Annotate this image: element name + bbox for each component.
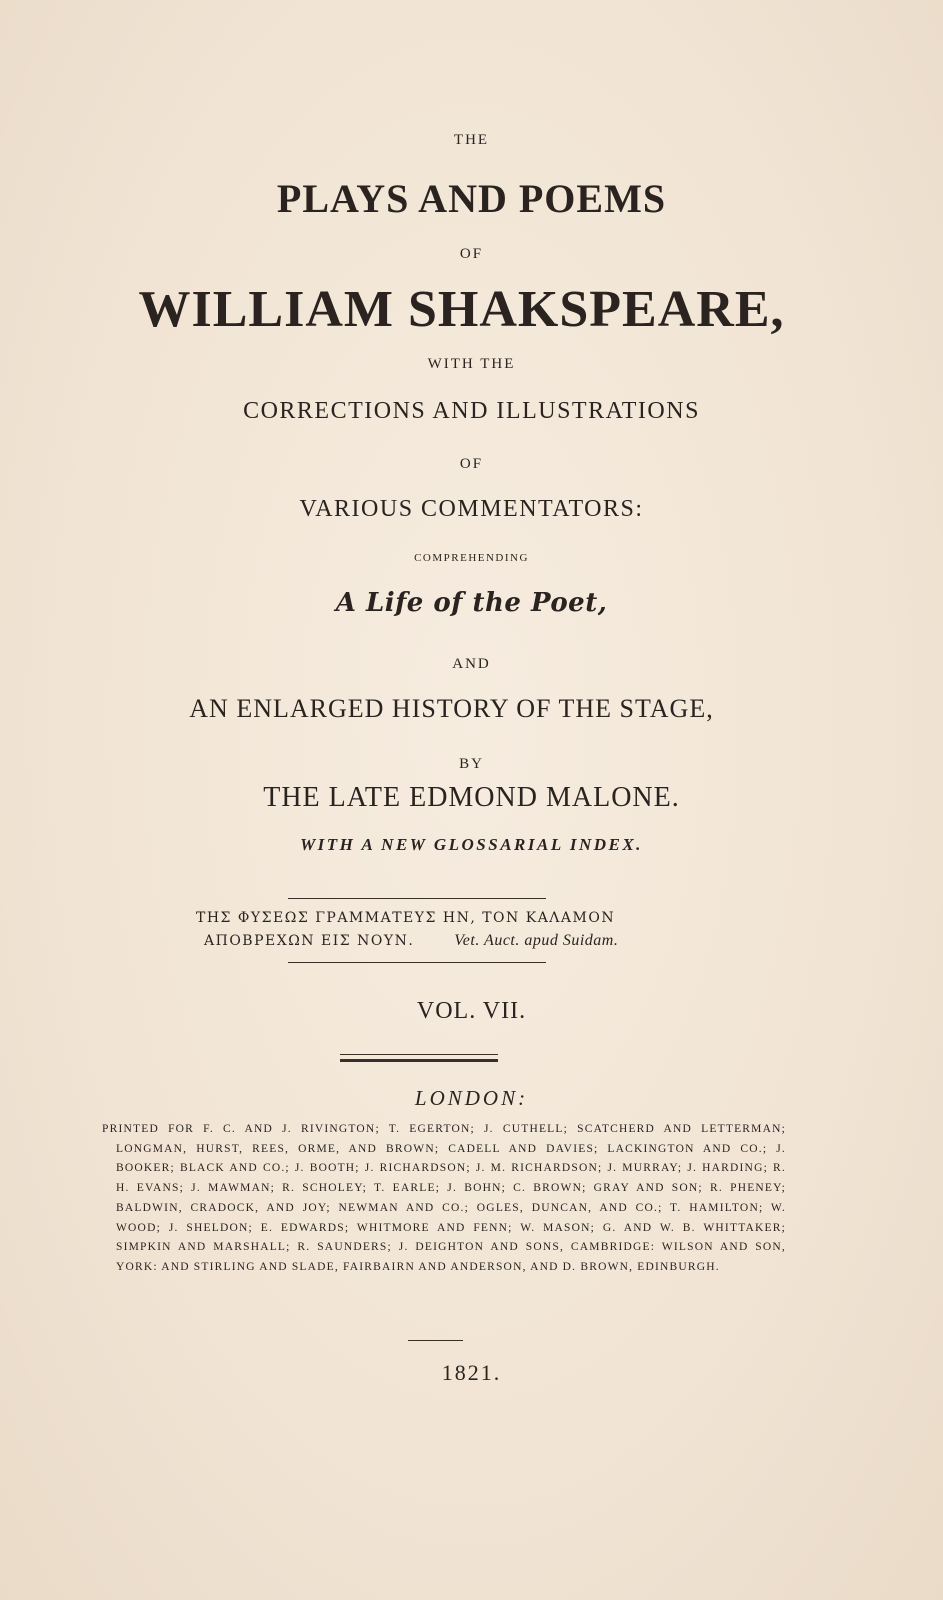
of-label-1: OF: [459, 246, 484, 262]
printers-list: PRINTED FOR F. C. AND J. RIVINGTON; T. EGERTON; J. CUTHELL; SCATCHERD AND LETTERMAN; LONGMAN, HURST, REES, ORME, AND BROWN; CADELL AND DAVIES; LACKINGTON AND CO.; J. BOOKER; BLACK AND CO.; J. BOOTH; J. RICHARDSON; J. M. RICHARDSON; J. MURRAY; J. HARDING; R. H. EVANS; J. MAWMAN; R. SCHOLEY; T. EARLE; J. BOHN; C. BROWN; GRAY AND SON; R. PHENEY; BALDWIN, CRADOCK, AND JOY; NEWMAN AND CO.; OGLES, DUNCAN, AND CO.; T. HAMILTON; W. WOOD; J. SHELDON; E. EDWARDS; WHITMORE AND FENN; W. MASON; G. AND W. B. WHITTAKER; SIMPKIN AND MARSHALL; R. SAUNDERS; J. DEIGHTON AND SONS, CAMBRIDGE: WILSON AND SON, YORK: AND STIRLING AND SLADE, FAIRBAIRN AND ANDERSON, AND D. BROWN, EDINBURGH.: [102, 1123, 786, 1273]
by-label: BY: [459, 756, 484, 772]
corrections-heading: CORRECTIONS AND ILLUSTRATIONS: [243, 398, 700, 424]
greek-epigraph-line-2: [204, 932, 618, 950]
epigraph-citation: Vet. Auct. apud Suidam.: [454, 932, 619, 949]
life-of-the-poet: A Life of the Poet,: [335, 588, 608, 618]
imprint-city: LONDON:: [414, 1086, 529, 1110]
double-rule: [340, 1054, 498, 1062]
greek-epigraph-text: ΑΠΟΒΡΕΧΩΝ ΕΙΣ ΝΟΥΝ.: [204, 933, 415, 949]
top-divider: [288, 898, 546, 899]
greek-epigraph-line-1: ΤΗΣ ΦΥΣΕΩΣ ΓΡΑΜΜΑΤΕΥΣ ΗΝ, ΤΟΝ ΚΑΛΑΜΟΝ: [196, 910, 616, 926]
the-label: THE: [453, 132, 490, 148]
and-label: AND: [452, 656, 491, 672]
glossarial-index: WITH A NEW GLOSSARIAL INDEX.: [300, 835, 643, 854]
bottom-divider: [288, 962, 546, 963]
editor-name: THE LATE EDMOND MALONE.: [263, 782, 680, 813]
author-name: WILLIAM SHAKSPEARE,: [138, 281, 785, 338]
publication-year: 1821.: [441, 1360, 502, 1385]
volume-number: VOL. VII.: [416, 998, 527, 1024]
comprehending-label: COMPREHENDING: [414, 552, 529, 564]
of-label-2: OF: [459, 456, 484, 472]
with-the-label: WITH THE: [427, 356, 516, 372]
title-plays-and-poems: PLAYS AND POEMS: [276, 176, 667, 221]
history-heading: AN ENLARGED HISTORY OF THE STAGE,: [189, 694, 714, 723]
short-rule: [408, 1340, 463, 1341]
commentators-heading: VARIOUS COMMENTATORS:: [299, 496, 644, 522]
